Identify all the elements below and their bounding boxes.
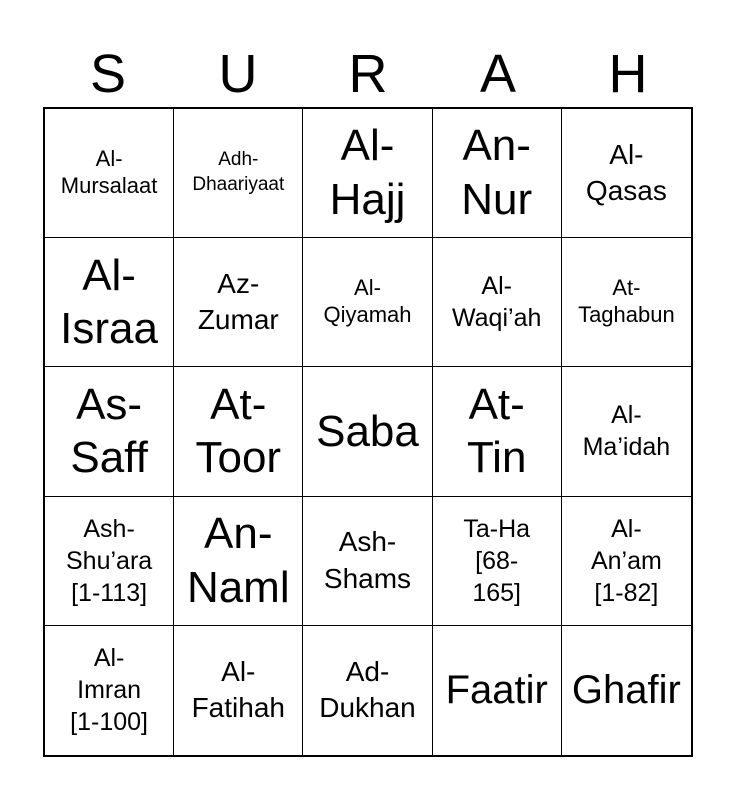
bingo-cell[interactable] <box>303 238 432 367</box>
bingo-cell-label: Ta-Ha [68- 165] <box>463 514 531 607</box>
bingo-cell-label: An- Nur <box>461 121 533 225</box>
bingo-cell[interactable] <box>562 497 691 626</box>
bingo-cell-label: Al- Israa <box>60 250 158 354</box>
bingo-cell[interactable] <box>45 497 174 626</box>
bingo-cell-label: Al- Mursalaat <box>60 146 158 199</box>
bingo-cell[interactable] <box>433 367 562 496</box>
bingo-cell-label: As- Saff <box>70 379 148 483</box>
bingo-cell-label: Ghafir <box>571 668 681 713</box>
bingo-cell[interactable] <box>303 367 432 496</box>
bingo-cell-label: At- Taghabun <box>578 275 675 328</box>
bingo-cell[interactable] <box>433 238 562 367</box>
bingo-cell-label: Az- Zumar <box>197 267 279 336</box>
bingo-cell-label: Adh- Dhaariyaat <box>192 149 285 196</box>
bingo-cell[interactable] <box>433 109 562 238</box>
bingo-cell-label: Faatir <box>445 668 548 713</box>
bingo-cell[interactable] <box>562 238 691 367</box>
bingo-cell[interactable] <box>303 109 432 238</box>
bingo-cell[interactable] <box>45 238 174 367</box>
header-letter-h: H <box>608 44 648 104</box>
bingo-cell[interactable] <box>433 626 562 755</box>
bingo-board <box>43 107 693 757</box>
bingo-cell[interactable] <box>562 367 691 496</box>
header-letter-a: A <box>479 44 517 104</box>
bingo-cell[interactable] <box>562 109 691 238</box>
bingo-cell-label: Ash- Shu’ara [1-113] <box>66 514 153 607</box>
header-letter-r: R <box>348 44 388 104</box>
bingo-cell-label: Ad- Dukhan <box>319 656 416 724</box>
bingo-cell[interactable] <box>174 497 303 626</box>
bingo-cell[interactable] <box>45 367 174 496</box>
bingo-cell[interactable] <box>433 497 562 626</box>
bingo-cell[interactable] <box>303 497 432 626</box>
bingo-cell-label: Al- Hajj <box>329 121 406 225</box>
bingo-cell[interactable] <box>303 626 432 755</box>
bingo-cell-label: Al- An’am [1-82] <box>590 514 662 607</box>
header-letter-s: S <box>89 44 127 104</box>
bingo-cell-label: Al- Imran [1-100] <box>70 644 149 737</box>
bingo-cell[interactable] <box>45 626 174 755</box>
header-letter-u: U <box>218 44 258 104</box>
bingo-cell-label: Al- Fatihah <box>191 656 285 724</box>
bingo-cell-label: Al- Ma’idah <box>582 401 671 462</box>
bingo-cell[interactable] <box>174 626 303 755</box>
bingo-cell-label: Al- Qasas <box>585 138 667 207</box>
bingo-cell[interactable] <box>45 109 174 238</box>
bingo-cell-label: An- Naml <box>186 509 290 612</box>
bingo-cell[interactable] <box>174 367 303 496</box>
bingo-cell-label: Al- Qiyamah <box>323 275 412 328</box>
bingo-cell-label: Ash- Shams <box>323 526 412 594</box>
bingo-cell-label: Al- Waqi’ah <box>451 272 542 333</box>
bingo-cell-label: At- Tin <box>466 379 527 483</box>
bingo-cell[interactable] <box>174 109 303 238</box>
bingo-cell[interactable] <box>174 238 303 367</box>
bingo-cell[interactable] <box>562 626 691 755</box>
bingo-header <box>43 40 693 108</box>
bingo-cell-label: At- Toor <box>195 379 282 483</box>
bingo-cell-label: Saba <box>316 406 419 456</box>
